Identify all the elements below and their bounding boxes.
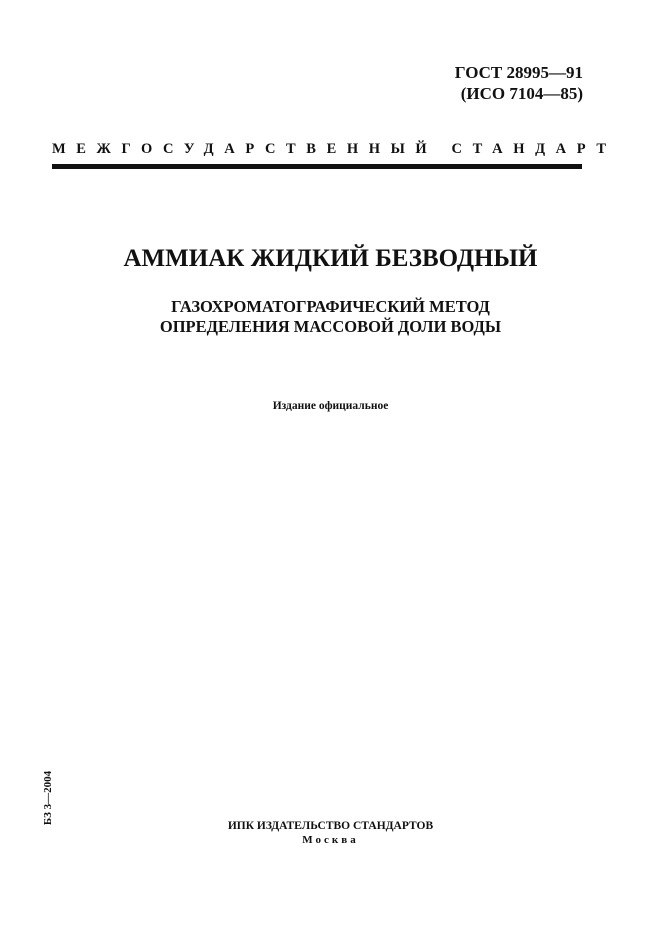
subtitle-line-2: ОПРЕДЕЛЕНИЯ МАССОВОЙ ДОЛИ ВОДЫ	[159, 317, 502, 336]
standard-number: ГОСТ 28995—91	[454, 63, 583, 82]
header-band	[52, 140, 617, 158]
publisher-city: Москва	[302, 834, 359, 846]
iso-number: (ИСО 7104—85)	[460, 84, 583, 103]
document-subtitle	[0, 297, 661, 337]
subtitle-line-1: ГАЗОХРОМАТОГРАФИЧЕСКИЙ МЕТОД	[171, 297, 490, 316]
document-title: АММИАК ЖИДКИЙ БЕЗВОДНЫЙ	[123, 245, 538, 272]
edition-note: Издание официальное	[272, 400, 389, 412]
publisher-name: ИПК ИЗДАТЕЛЬСТВО СТАНДАРТОВ	[227, 820, 434, 832]
header-rule	[52, 164, 582, 169]
interstate-standard-label: МЕЖГОСУДАРСТВЕННЫЙ СТАНДАРТ	[52, 141, 617, 157]
side-code: БЗ 3—2004	[42, 770, 54, 826]
standard-number-block	[455, 62, 583, 104]
